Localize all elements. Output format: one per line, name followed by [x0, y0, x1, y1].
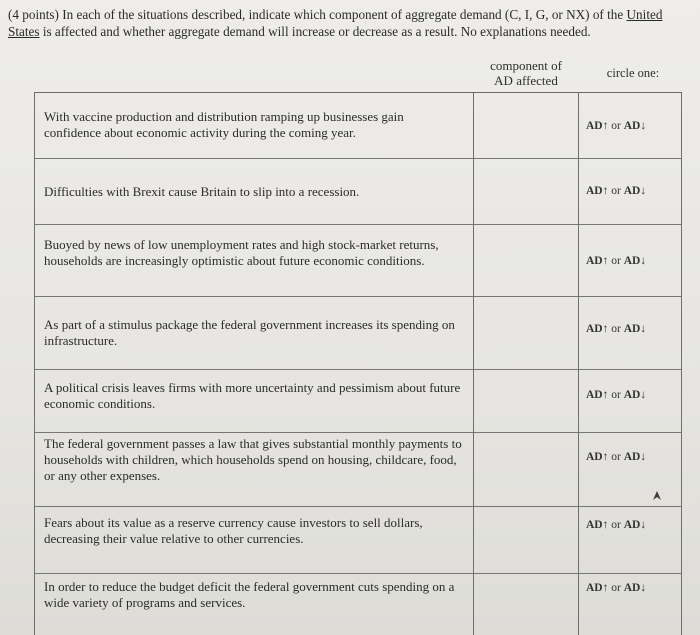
circle-one-header: circle one: [606, 66, 660, 80]
ad-choice[interactable] [586, 184, 676, 198]
choice-or: or [611, 323, 621, 335]
cursor-arrow-icon [650, 489, 664, 503]
ad-down-option[interactable]: AD↓ [623, 323, 647, 335]
situation-text: Difficulties with Brexit cause Britain to slip into a recession. [44, 184, 360, 199]
component-header-line2: AD affected [494, 73, 558, 88]
ad-up-option[interactable]: AD↑ [586, 255, 609, 267]
question-instructions [8, 6, 696, 40]
ad-up-option[interactable]: AD↑ [586, 389, 609, 401]
ad-choice[interactable] [586, 450, 676, 464]
answer-table [34, 92, 682, 635]
situation-text: A political crisis leaves firms with more uncertainty and pessimism about future economic conditions. [44, 380, 461, 411]
ad-choice[interactable] [586, 254, 676, 268]
table-row [34, 507, 682, 574]
situation-text: In order to reduce the budget deficit the federal government cuts spending on a wide variety of programs and services. [44, 579, 455, 610]
component-column-header [476, 58, 576, 88]
table-border-left [34, 92, 35, 635]
ad-choice[interactable] [586, 119, 676, 133]
ad-up-option[interactable]: AD↑ [586, 582, 609, 594]
situation-text: Fears about its value as a reserve currency cause investors to sell dollars, decreasing their value relative to other currencies. [44, 515, 423, 546]
ad-down-option[interactable]: AD↓ [623, 120, 647, 132]
choice-or: or [611, 582, 621, 594]
ad-choice[interactable] [586, 581, 676, 595]
table-row [34, 370, 682, 433]
choice-or: or [611, 185, 621, 197]
ad-down-option[interactable]: AD↓ [623, 451, 647, 463]
choice-or: or [611, 389, 621, 401]
situation-text: As part of a stimulus package the federal government increases its spending on infrastructure. [44, 317, 455, 348]
ad-choice[interactable] [586, 518, 676, 532]
ad-up-option[interactable]: AD↑ [586, 451, 609, 463]
ad-choice[interactable] [586, 322, 676, 336]
table-row [34, 159, 682, 225]
situation-text: The federal government passes a law that gives substantial monthly payments to households with children, which households spend on housing, childcare, food, or any other expenses. [44, 436, 462, 483]
choice-or: or [611, 120, 621, 132]
ad-up-option[interactable]: AD↑ [586, 185, 609, 197]
component-column-divider [473, 92, 474, 635]
instructions-line1: (4 points) In each of the situations described, indicate which component of aggregate demand (C, I, G, or NX) of the [8, 7, 624, 22]
table-row [34, 297, 682, 370]
ad-choice[interactable] [586, 388, 676, 402]
ad-down-option[interactable]: AD↓ [623, 185, 647, 197]
situation-text: With vaccine production and distribution ramping up businesses gain confidence about economic activity during the coming year. [44, 109, 404, 140]
table-row [34, 433, 682, 507]
ad-up-option[interactable]: AD↑ [586, 120, 609, 132]
table-row [34, 93, 682, 159]
circle-column-divider [578, 92, 579, 635]
ad-down-option[interactable]: AD↓ [623, 389, 647, 401]
instructions-line2: is affected and whether aggregate demand will increase or decrease as a result. No explanations needed. [39, 24, 591, 39]
ad-down-option[interactable]: AD↓ [623, 255, 647, 267]
ad-up-option[interactable]: AD↑ [586, 323, 609, 335]
situation-text: Buoyed by news of low unemployment rates and high stock-market returns, households are increasingly optimistic about future economic conditions. [44, 237, 439, 268]
table-row [34, 225, 682, 297]
ad-down-option[interactable]: AD↓ [623, 582, 647, 594]
table-row [34, 574, 682, 635]
component-header-line1: component of [490, 58, 562, 73]
choice-or: or [611, 451, 621, 463]
instructions-country: United States [8, 7, 663, 39]
choice-or: or [611, 519, 621, 531]
ad-down-option[interactable]: AD↓ [623, 519, 647, 531]
ad-up-option[interactable]: AD↑ [586, 519, 609, 531]
table-border-right [681, 92, 682, 635]
choice-or: or [611, 255, 621, 267]
